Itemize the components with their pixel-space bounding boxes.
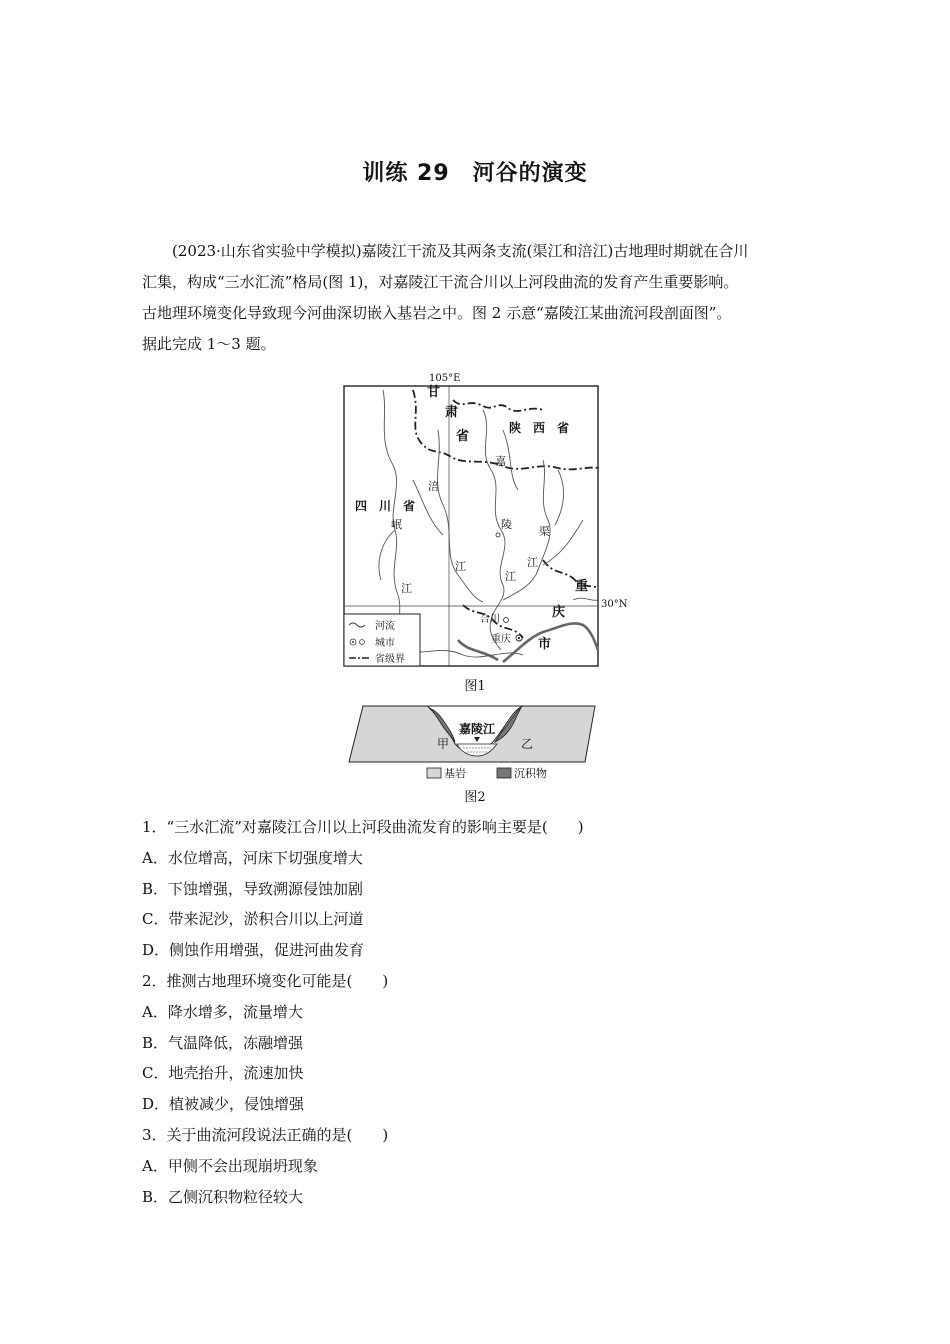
question-list <box>142 812 822 1212</box>
fu-river-label-1: 涪 <box>428 480 439 493</box>
question-2-option-a: A．降水增多，流量增大 <box>142 1002 303 1021</box>
shaanxi-label: 陕 西 省 <box>509 421 570 435</box>
question-1-option-c: C．带来泥沙，淤积合川以上河道 <box>142 910 364 929</box>
legend-sediment-label: 沉积物 <box>514 767 547 780</box>
min-river-label-1: 岷 <box>391 518 402 531</box>
fu-river-label-2: 江 <box>455 560 466 573</box>
chongqing-label-2: 庆 <box>552 605 566 620</box>
intro-line: 汇集，构成“三水汇流”格局(图 1)，对嘉陵江干流合川以上河段曲流的发育产生重要影响。 <box>142 273 739 291</box>
hechuan-label: 合川 <box>480 614 500 625</box>
gansu-label-1: 甘 <box>427 385 441 400</box>
legend-bedrock-label: 基岩 <box>444 767 466 780</box>
figure2-caption: 图2 <box>464 790 486 805</box>
jia-label: 甲 <box>437 737 450 751</box>
qu-river-label-1: 渠 <box>539 525 550 538</box>
question-1-option-a: A．水位增高，河床下切强度增大 <box>142 848 363 867</box>
legend-city-label: 城市 <box>375 638 395 649</box>
jialing-label-1: 嘉 <box>495 455 506 468</box>
chongqing-label-1: 重 <box>575 579 589 594</box>
question-1-stem: 1．“三水汇流”对嘉陵江合川以上河段曲流发育的影响主要是( ) <box>142 818 584 836</box>
legend-boundary-label: 省级界 <box>375 654 405 665</box>
legend-river-label: 河流 <box>375 621 395 632</box>
river-label: 嘉陵江 <box>459 722 496 736</box>
page-title: 训练 29 河谷的演变 <box>362 161 588 186</box>
jialing-label-2: 陵 <box>501 518 512 531</box>
map-legend <box>344 614 420 666</box>
question-2-stem: 2．推测古地理环境变化可能是( ) <box>142 971 389 990</box>
intro-line: 古地理环境变化导致现今河曲深切嵌入基岩之中。图 2 示意“嘉陵江某曲流河段剖面图”。 <box>142 304 732 322</box>
figure2-cross-section <box>345 704 605 784</box>
figure1-map <box>343 370 633 670</box>
question-2-option-c: C．地壳抬升，流速加快 <box>142 1064 304 1083</box>
qu-river-label-2: 江 <box>527 556 538 569</box>
intro-line: 据此完成 1～3 题。 <box>142 335 276 353</box>
question-1-option-b: B．下蚀增强，导致溯源侵蚀加剧 <box>142 879 364 898</box>
chongqing-city-label: 重庆 <box>491 634 511 645</box>
sichuan-label: 四 川 省 <box>355 499 416 513</box>
yi-label: 乙 <box>521 737 534 751</box>
gansu-label-2: 肃 <box>445 405 459 420</box>
chongqing-label-3: 市 <box>538 637 552 652</box>
question-2-option-d: D．植被减少，侵蚀增强 <box>142 1095 305 1114</box>
longitude-label: 105°E <box>429 373 461 384</box>
question-3-option-a: A．甲侧不会出现崩坍现象 <box>142 1156 318 1175</box>
intro-paragraph <box>142 236 822 360</box>
question-1-option-d: D．侧蚀作用增强，促进河曲发育 <box>142 941 365 960</box>
question-2-option-b: B．气温降低，冻融增强 <box>142 1033 304 1052</box>
intro-line: (2023·山东省实验中学模拟)嘉陵江干流及其两条支流(渠江和涪江)古地理时期就在合川 <box>172 242 749 260</box>
jialing-label-3: 江 <box>505 570 516 583</box>
question-3-option-b: B．乙侧沉积物粒径较大 <box>142 1187 304 1206</box>
question-3-stem: 3．关于曲流河段说法正确的是( ) <box>142 1125 389 1144</box>
latitude-label: 30°N <box>601 599 628 610</box>
min-river-label-2: 江 <box>401 582 412 595</box>
gansu-label-3: 省 <box>456 429 470 444</box>
figure1-caption: 图1 <box>464 679 486 694</box>
